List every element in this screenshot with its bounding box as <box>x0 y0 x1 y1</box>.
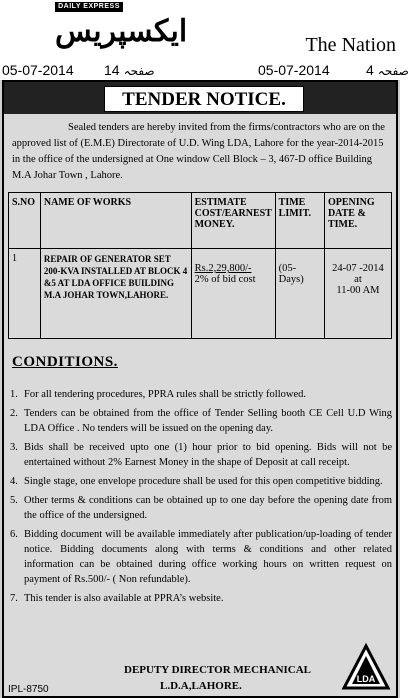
opening-date: 24-07 -2014 <box>332 263 384 274</box>
list-item: 6. Bidding document will be available immediately after publication/up-loading of tender notice. Bidding documents along with terms & conditions and other related information can be obtained during office working hours on written request on payment of Rs.500/- ( Non refundable). <box>10 529 392 585</box>
list-item: 4. Single stage, one envelope procedure shall be used for this open competitive bidding. <box>10 476 383 487</box>
nation-logo: The Nation <box>305 34 396 56</box>
table-header-row <box>9 193 392 249</box>
intro-paragraph: Sealed tenders are hereby invited from the firms/contractors who are on the approved list of (E.M.E) Directorate of U.D. Wing LDA, Lahore for the year-2014-2015 in the office of the undersigned at One window Cell Block – 3, 467-D office Building M.A Johar Town , Lahore. <box>12 122 385 181</box>
list-item: 5. Other terms & conditions can be obtained up to one day before the opening date from the office of the undersigned. <box>10 495 392 521</box>
right-page: 4 صفحہ <box>366 62 409 78</box>
cell-time <box>275 249 324 339</box>
list-item: 1. For all tendering procedures, PPRA rules shall be strictly followed. <box>10 389 306 400</box>
title-box <box>104 86 304 112</box>
header-sno: S.NO <box>9 193 41 249</box>
express-logo <box>55 2 188 52</box>
conditions-list <box>10 387 392 610</box>
signatory-title: DEPUTY DIRECTOR MECHANICAL <box>124 664 312 676</box>
header-estimate-cost: ESTIMATE COST/EARNEST MONEY. <box>191 193 275 249</box>
cell-sno: 1 <box>9 249 41 339</box>
opening-time: 11-00 AM <box>336 285 380 296</box>
notice-footer <box>4 664 396 696</box>
notice-title: TENDER NOTICE. <box>122 89 286 110</box>
header-time-limit: TIME LIMIT. <box>275 193 324 249</box>
conditions-heading: CONDITIONS. <box>12 354 118 370</box>
lda-logo-text: LDA <box>356 674 376 684</box>
list-item: 3. Bids shall be received upto one (1) hour prior to bid opening. Bids will not be entertained without 2% Earnest Money in the shape of Deposit at call receipt. <box>10 442 392 468</box>
header-opening-date: OPENING DATE & TIME. <box>324 193 391 249</box>
express-logo-urdu: ایکسپریس <box>55 15 188 48</box>
notice-frame <box>2 80 398 698</box>
left-page: 14 صفحہ <box>104 62 155 78</box>
table-row <box>9 249 392 339</box>
cost-value: Rs.2,29,800/- <box>194 263 252 274</box>
works-table <box>8 192 392 339</box>
newspaper-header <box>0 0 409 80</box>
cell-cost <box>191 249 275 339</box>
signatory-org: L.D.A,LAHORE. <box>160 680 242 692</box>
left-date: 05-07-2014 <box>2 62 74 78</box>
right-date: 05-07-2014 <box>258 62 330 78</box>
title-bar <box>4 82 396 114</box>
opening-at: at <box>354 274 362 285</box>
cell-work: REPAIR OF GENERATOR SET 200-KVA INSTALLED AT BLOCK 4 &5 AT LDA OFFICE BUILDING M.A JOHAR TOWN,LAHORE. <box>40 249 191 339</box>
earnest-value: 2% of bid cost <box>194 274 256 285</box>
list-item: 7. This tender is also available at PPRA’s website. <box>10 593 224 604</box>
list-item: 2. Tenders can be obtained from the office of Tender Selling booth CE Cell U.D Wing LDA Office . No tenders will be issued on the opening day. <box>10 408 392 434</box>
cell-opening <box>324 249 391 339</box>
ipl-number: IPL-8750 <box>8 684 49 695</box>
time-value: (05-Days) <box>278 263 304 285</box>
express-logo-top: DAILY EXPRESS <box>55 2 123 12</box>
lda-logo-icon <box>342 644 390 692</box>
tender-notice <box>0 80 400 698</box>
header-name-of-works: NAME OF WORKS <box>40 193 191 249</box>
